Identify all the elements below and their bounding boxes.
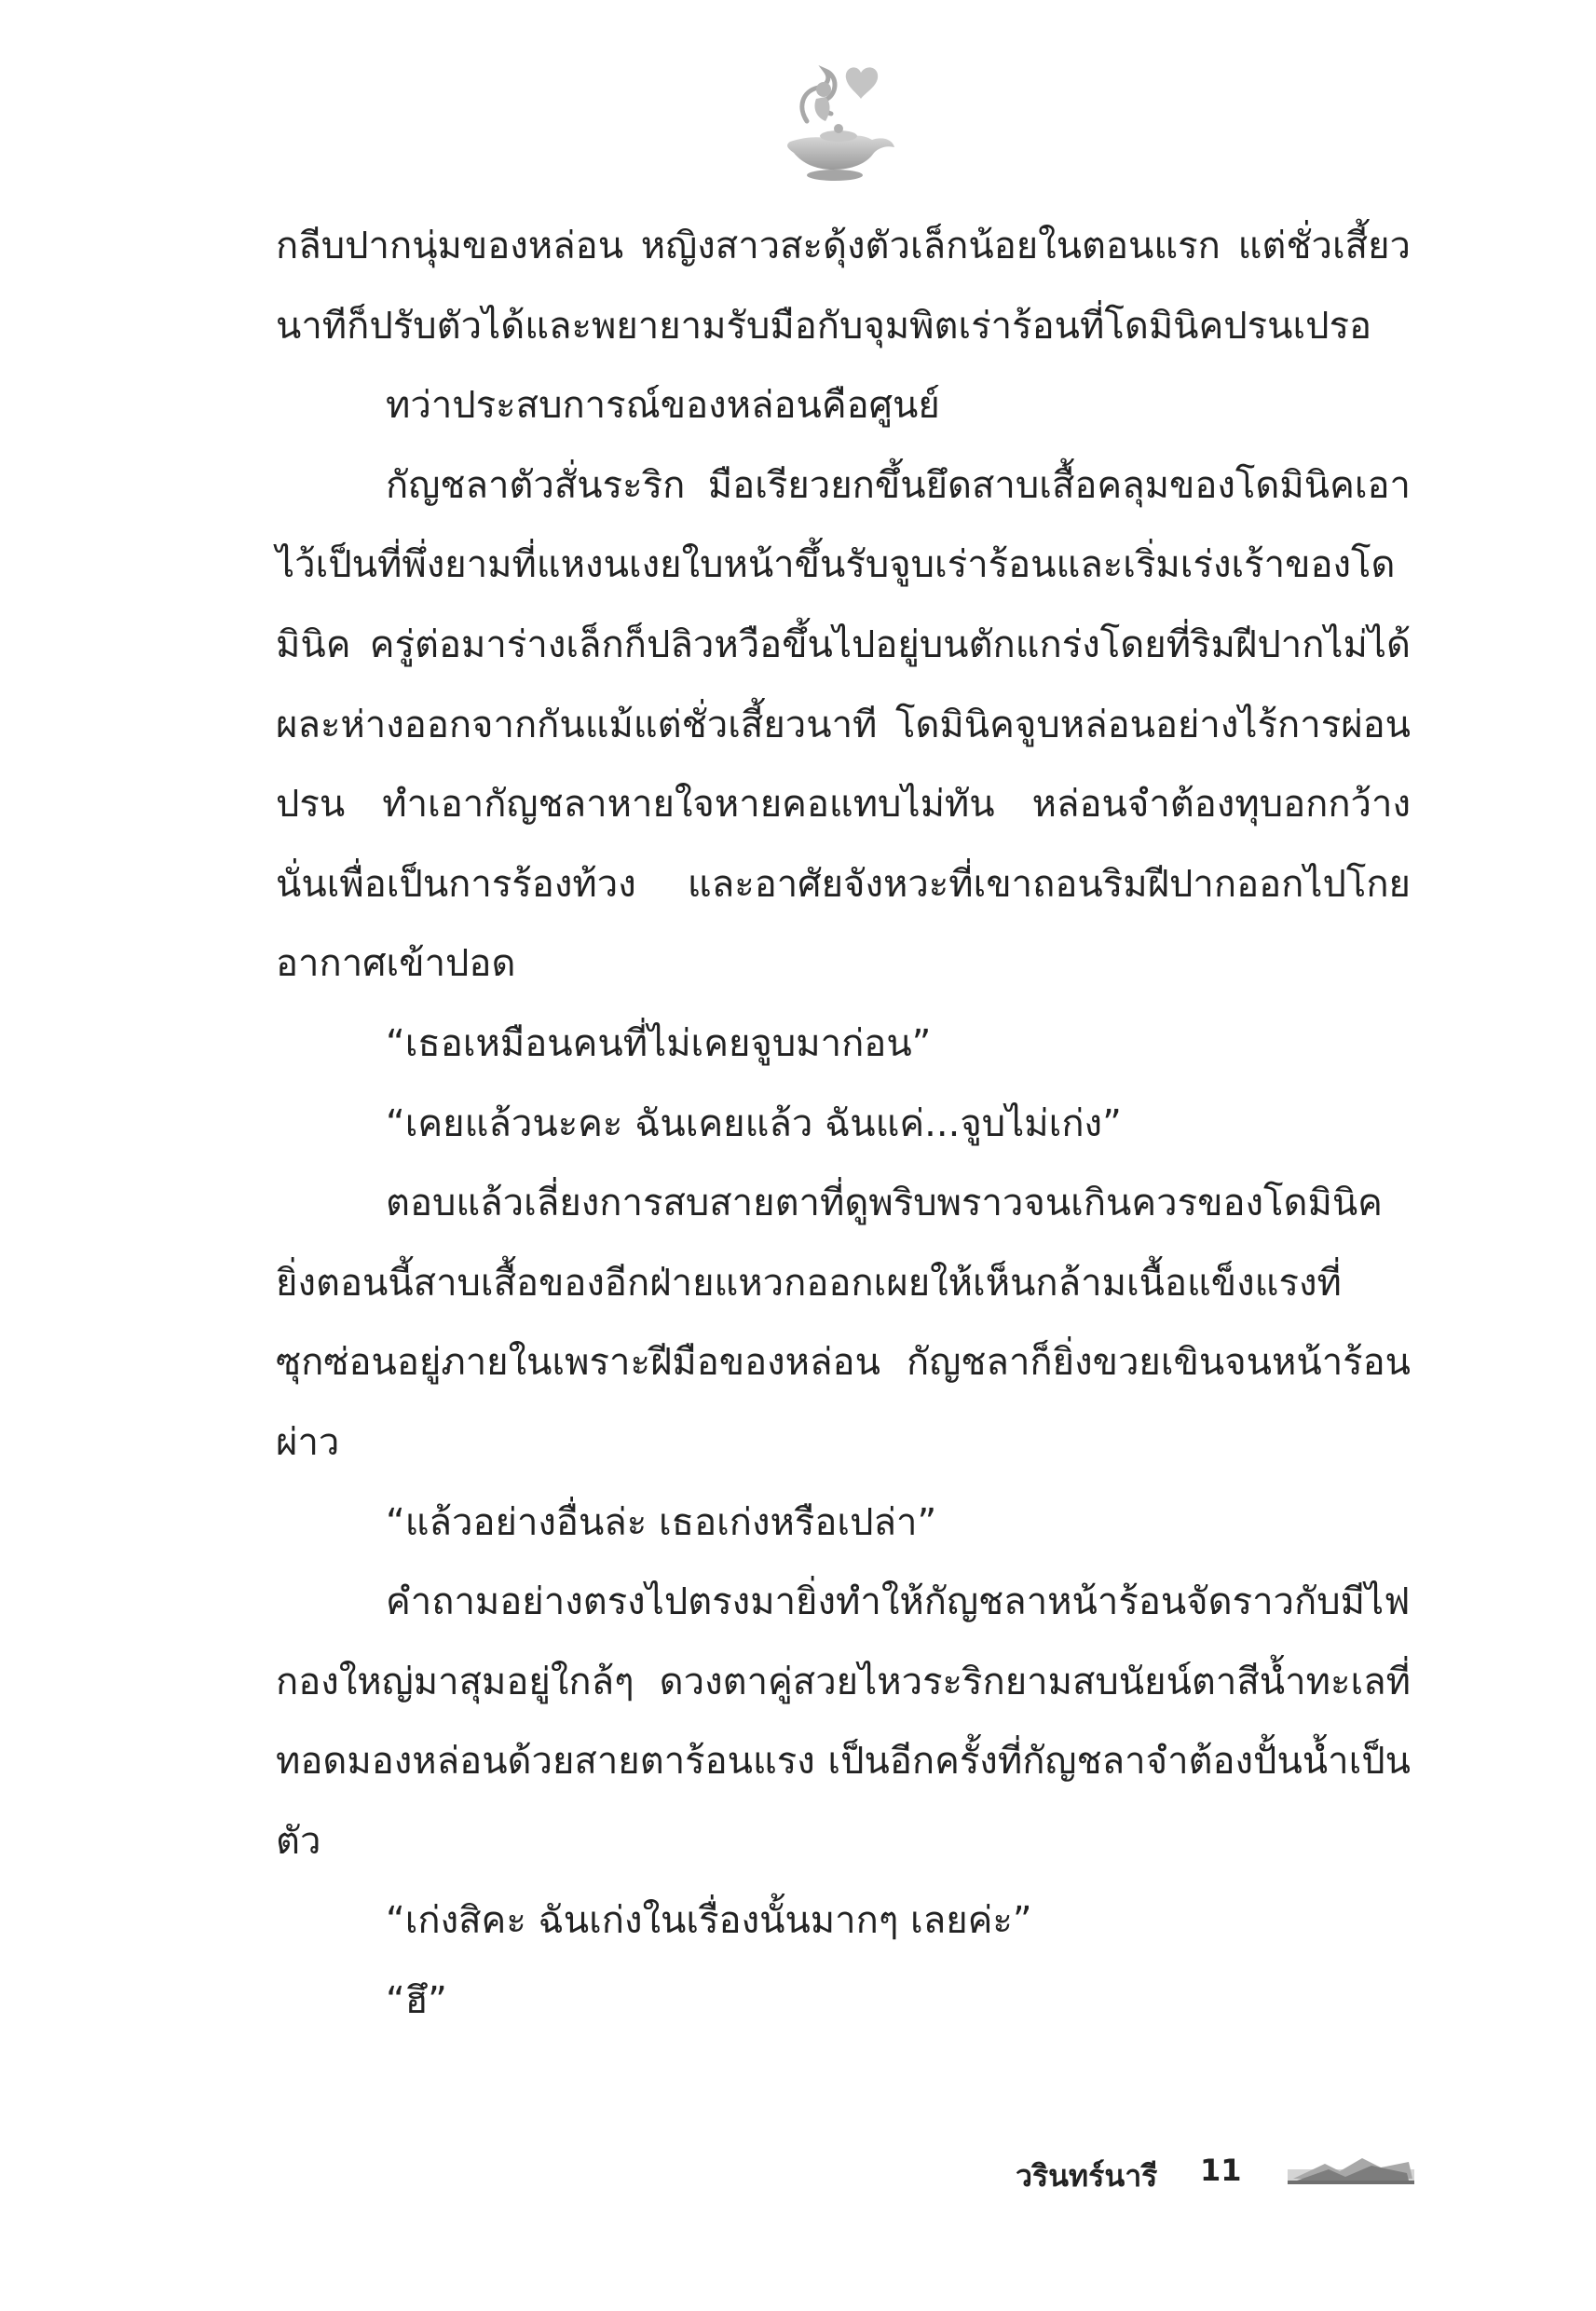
paragraph: กัญชลาตัวสั่นระริก มือเรียวยกขึ้นยึดสาบเสื้อคลุมของโดมินิคเอาไว้เป็นที่พึ่งยามที่แหงนเงยใบหน้าขึ้นรับจูบเร่าร้อนและเริ่มเร่งเร้าของโดมินิค ครู่ต่อมาร่างเล็กก็ปลิวหวือขึ้นไปอยู่บนตักแกร่งโดยที่ริมฝีปากไม่ได้ผละห่างออกจากกันแม้แต่ชั่วเสี้ยวนาที โดมินิคจูบหล่อนอย่างไร้การผ่อนปรน ทำเอากัญชลาหายใจหายคอแทบไม่ทัน หล่อนจำต้องทุบอกกว้างนั่นเพื่อเป็นการร้องท้วง และอาศัยจังหวะที่เขาถอนริมฝีปากออกไปโกยอากาศเข้าปอด	[276, 463, 1411, 986]
dialogue-paragraph: “ฮึ”	[386, 1979, 447, 2023]
body-text	[276, 207, 1411, 2042]
genie-lamp-logo-icon	[770, 56, 900, 186]
paragraph: กลีบปากนุ่มของหล่อน หญิงสาวสะดุ้งตัวเล็กน้อยในตอนแรก แต่ชั่วเสี้ยวนาทีก็ปรับตัวได้และพยายามรับมือกับจุมพิตเร่าร้อนที่โดมินิคปรนเปรอ	[276, 225, 1411, 348]
page-footer	[1006, 2151, 1416, 2197]
dialogue-paragraph: “เคยแล้วนะคะ ฉันเคยแล้ว ฉันแค่...จูบไม่เก่ง”	[386, 1101, 1122, 1145]
footer-book-title: วรินทร์นารี	[1016, 2158, 1158, 2194]
page-number: 11	[1200, 2153, 1242, 2188]
dialogue-paragraph: “เธอเหมือนคนที่ไม่เคยจูบมาก่อน”	[386, 1021, 932, 1065]
dialogue-paragraph: “แล้วอย่างอื่นล่ะ เธอเก่งหรือเปล่า”	[386, 1500, 937, 1544]
paragraph: คำถามอย่างตรงไปตรงมายิ่งทำให้กัญชลาหน้าร้อนจัดราวกับมีไฟกองใหญ่มาสุมอยู่ใกล้ๆ ดวงตาคู่สวยไหวระริกยามสบนัยน์ตาสีน้ำทะเลที่ทอดมองหล่อนด้วยสายตาร้อนแรง เป็นอีกครั้งที่กัญชลาจำต้องปั้นน้ำเป็นตัว	[276, 1580, 1411, 1863]
paragraph: ตอบแล้วเลี่ยงการสบสายตาที่ดูพริบพราวจนเกินควรของโดมินิคยิ่งตอนนี้สาบเสื้อของอีกฝ่ายแหวกออกเผยให้เห็นกล้ามเนื้อแข็งแรงที่ซุกซ่อนอยู่ภายในเพราะฝีมือของหล่อน กัญชลาก็ยิ่งขวยเขินจนหน้าร้อนผ่าว	[276, 1182, 1411, 1464]
footer-ornament-icon	[1288, 2151, 1414, 2192]
paragraph: ทว่าประสบการณ์ของหล่อนคือศูนย์	[386, 384, 940, 428]
dialogue-paragraph: “เก่งสิคะ ฉันเก่งในเรื่องนั้นมากๆ เลยค่ะ”	[386, 1899, 1032, 1943]
